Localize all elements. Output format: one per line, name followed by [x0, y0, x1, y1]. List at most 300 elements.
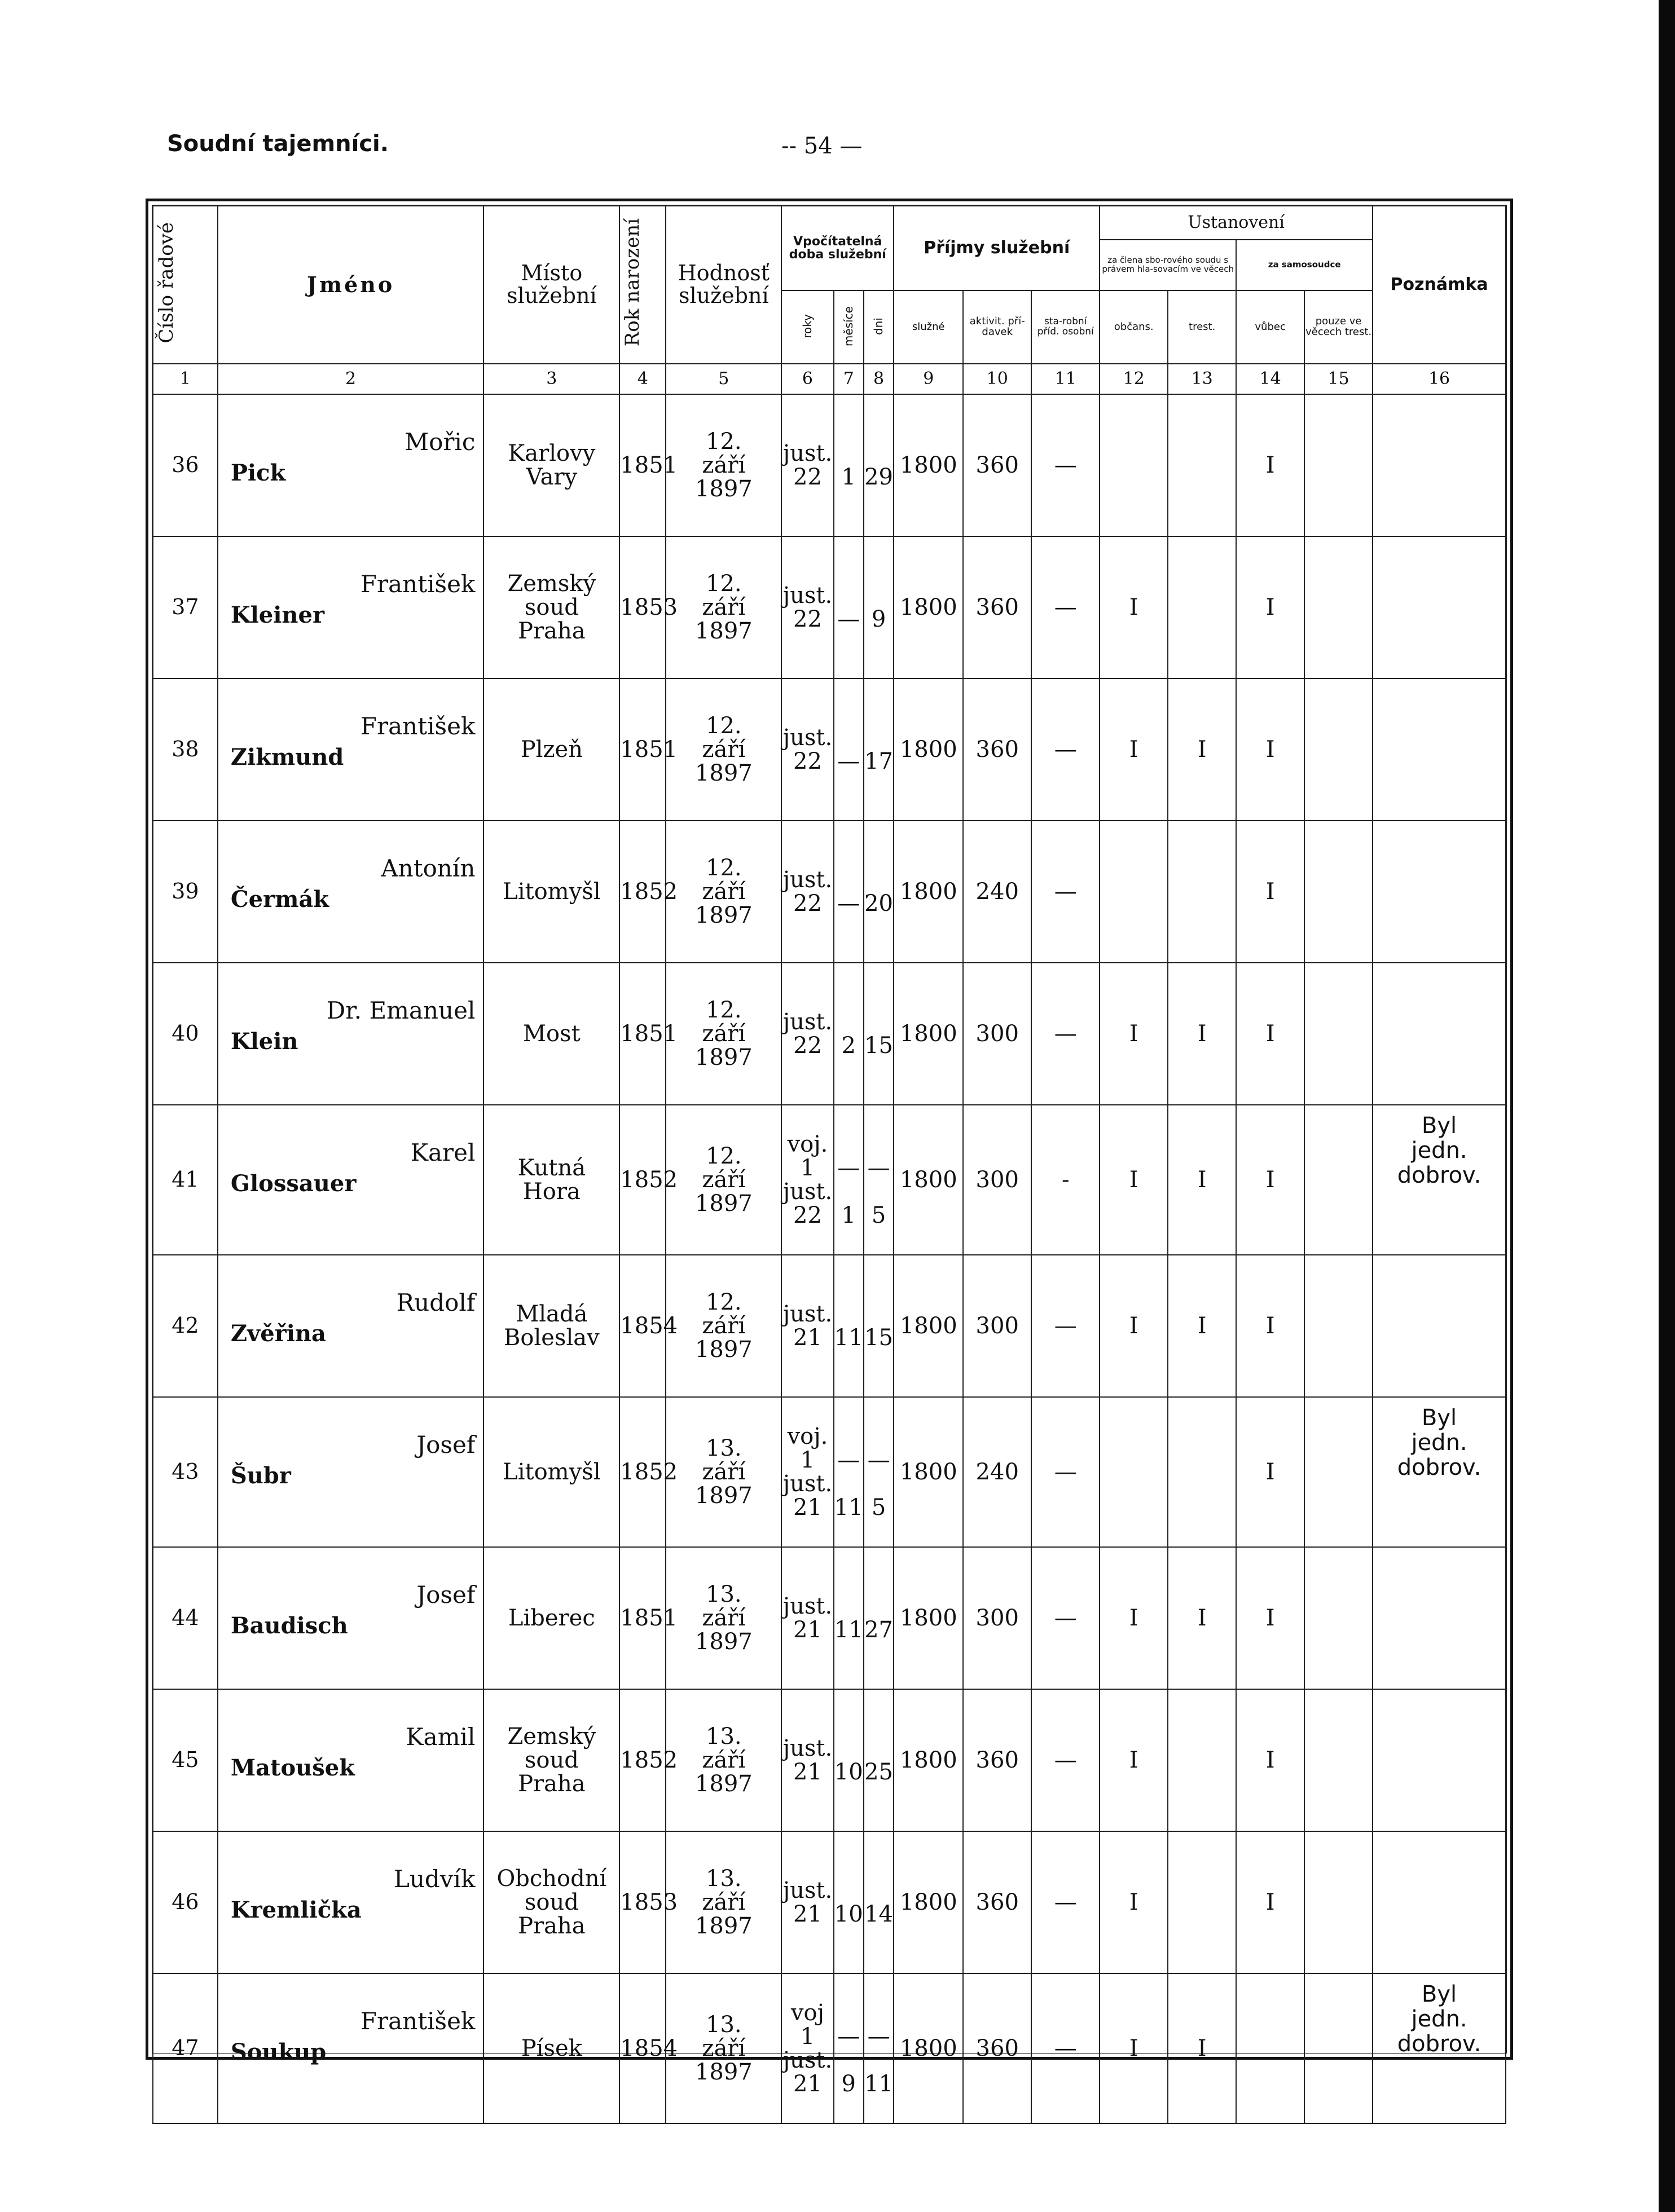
service-years-line: 22 — [793, 891, 822, 916]
row-number: 44 — [153, 1547, 218, 1689]
rank-date-line: 1897 — [694, 1045, 753, 1070]
service-months-line — [834, 1594, 863, 1618]
place-cell — [483, 1547, 619, 1689]
service-days — [864, 1105, 894, 1255]
rank-date — [666, 678, 781, 821]
civil-mark — [1100, 394, 1168, 536]
service-months-line: — — [837, 748, 860, 774]
given-name: Josef — [416, 1581, 476, 1609]
service-months — [834, 1689, 864, 1831]
service-days-line — [864, 1737, 893, 1760]
service-days-line: — — [867, 1447, 890, 1473]
surname: Čermák — [230, 886, 329, 913]
service-years-line: just. — [782, 1179, 833, 1205]
seniority-allowance: — — [1031, 1831, 1100, 1973]
service-months — [834, 536, 864, 678]
row-number: 37 — [153, 536, 218, 678]
service-years-line: 21 — [793, 2071, 822, 2097]
column-number: 10 — [963, 364, 1031, 394]
rank-date-line: 12. — [706, 429, 742, 455]
column-number: 11 — [1031, 364, 1100, 394]
rank-date — [666, 1397, 781, 1547]
service-years — [781, 678, 833, 821]
criminal-only-mark — [1304, 1973, 1373, 2123]
activity-allowance: 360 — [963, 1831, 1031, 1973]
general-mark: I — [1236, 1255, 1304, 1397]
service-months — [834, 1831, 864, 1973]
service-months-line — [834, 584, 863, 607]
rank-date — [666, 1831, 781, 1973]
service-months-line: 1 — [841, 464, 856, 490]
activity-allowance: 300 — [963, 1547, 1031, 1689]
service-days-line — [864, 1425, 893, 1448]
rank-date — [666, 821, 781, 963]
general-mark: I — [1236, 1831, 1304, 1973]
service-days-line — [864, 2001, 893, 2025]
place-cell-line: Kutná — [517, 1155, 586, 1181]
service-days-line: — — [867, 2024, 890, 2050]
row-number: 47 — [153, 1973, 218, 2123]
service-months — [834, 1255, 864, 1397]
rank-date-line: 1897 — [694, 618, 753, 644]
birth-year: 1852 — [619, 1397, 666, 1547]
note-cell — [1373, 1973, 1506, 2123]
note-cell — [1373, 678, 1506, 821]
place-cell-line: Karlovy — [508, 440, 596, 466]
surname: Glossauer — [230, 1170, 357, 1197]
column-number: 12 — [1100, 364, 1168, 394]
ledger-inner-frame — [152, 205, 1507, 2097]
service-days-line: 14 — [864, 1901, 894, 1927]
service-years-line: just. — [782, 725, 833, 751]
place-cell — [483, 1831, 619, 1973]
place-cell — [483, 1105, 619, 1255]
place-cell — [483, 1255, 619, 1397]
place-cell-line: soud — [524, 1889, 579, 1915]
criminal-mark: I — [1168, 963, 1236, 1105]
service-months-line — [834, 868, 863, 892]
criminal-mark — [1168, 821, 1236, 963]
rank-date — [666, 963, 781, 1105]
name-cell — [218, 1973, 484, 2123]
table-row — [153, 1831, 1506, 1973]
column-number: 2 — [218, 364, 484, 394]
general-mark: I — [1236, 536, 1304, 678]
note-cell — [1373, 1397, 1506, 1547]
general-mark: I — [1236, 1105, 1304, 1255]
service-years-line: 21 — [793, 1495, 822, 1521]
service-days-line — [864, 1472, 893, 1496]
name-cell — [218, 1831, 484, 1973]
place-cell — [483, 821, 619, 963]
service-months-line: 9 — [841, 2071, 856, 2097]
place-cell-line: Mladá — [516, 1301, 588, 1327]
salary: 1800 — [894, 1255, 963, 1397]
service-years — [781, 1973, 833, 2123]
service-days — [864, 1831, 894, 1973]
rank-date-line: 12. — [706, 1143, 742, 1169]
civil-mark: I — [1100, 1105, 1168, 1255]
place-cell-line: Litomyšl — [503, 879, 601, 905]
birth-year: 1851 — [619, 678, 666, 821]
criminal-only-mark — [1304, 1547, 1373, 1689]
service-years — [781, 821, 833, 963]
service-months-line: 10 — [834, 1759, 863, 1785]
rank-date — [666, 1547, 781, 1689]
col-group-appointment: Ustanovení — [1100, 206, 1373, 240]
col-header-birth-year: Rok narození — [619, 206, 666, 364]
service-days — [864, 1973, 894, 2123]
rank-date — [666, 1255, 781, 1397]
service-years-line: just. — [782, 1878, 833, 1903]
service-months-line: — — [837, 2024, 860, 2050]
service-years-line: 21 — [793, 1617, 822, 1643]
col-group-service-time: Vpočítatelná doba služební — [781, 206, 894, 290]
seniority-allowance: — — [1031, 1547, 1100, 1689]
name-cell — [218, 1547, 484, 1689]
place-cell-line: soud — [524, 594, 579, 620]
row-number: 43 — [153, 1397, 218, 1547]
seniority-allowance: — — [1031, 963, 1100, 1105]
col-group-income: Příjmy služební — [894, 206, 1100, 290]
col-header-activity-allowance: aktivit. pří-davek — [963, 290, 1031, 364]
rank-date-line: 1897 — [694, 760, 753, 786]
criminal-only-mark — [1304, 1397, 1373, 1547]
rank-date-line: září — [702, 452, 746, 478]
surname: Baudisch — [230, 1612, 348, 1639]
service-years-line: 22 — [793, 464, 822, 490]
salary: 1800 — [894, 1831, 963, 1973]
birth-year: 1852 — [619, 1105, 666, 1255]
table-row — [153, 1547, 1506, 1689]
note-cell — [1373, 1547, 1506, 1689]
surname: Klein — [230, 1028, 298, 1055]
col-header-criminal: trest. — [1168, 290, 1236, 364]
place-cell-line: Plzeň — [520, 737, 583, 763]
service-days-line: 17 — [864, 748, 894, 774]
activity-allowance: 300 — [963, 1105, 1031, 1255]
rank-date-line: září — [702, 737, 746, 763]
service-years-line: 21 — [793, 1759, 822, 1785]
criminal-only-mark — [1304, 1831, 1373, 1973]
surname: Matoušek — [230, 1755, 355, 1781]
service-days-line: 27 — [864, 1617, 894, 1643]
column-number: 6 — [781, 364, 833, 394]
service-months — [834, 678, 864, 821]
col-group-single-judge: za samosoudce — [1236, 240, 1373, 290]
service-days — [864, 1255, 894, 1397]
given-name: František — [360, 570, 476, 598]
service-days-line — [864, 1879, 893, 1902]
service-months — [834, 963, 864, 1105]
service-months — [834, 1973, 864, 2123]
rank-date-line: 13. — [706, 1724, 742, 1750]
service-years-line: just. — [782, 583, 833, 609]
column-number: 9 — [894, 364, 963, 394]
service-years — [781, 1105, 833, 1255]
activity-allowance: 360 — [963, 1973, 1031, 2123]
service-years — [781, 1255, 833, 1397]
rank-date — [666, 394, 781, 536]
place-cell-line: Praha — [518, 618, 586, 644]
surname: Zvěřina — [230, 1320, 326, 1347]
seniority-allowance: — — [1031, 678, 1100, 821]
place-cell-line: Boleslav — [503, 1325, 600, 1351]
name-cell — [218, 1255, 484, 1397]
column-number: 16 — [1373, 364, 1506, 394]
rank-date-line: 1897 — [694, 1483, 753, 1509]
col-group-collegial-judge: za člena sbo-rového soudu s právem hla-sovacím ve věcech — [1100, 240, 1236, 290]
service-years-line: 1 — [800, 1155, 815, 1181]
service-years-line: just. — [782, 440, 833, 466]
place-cell-line: Liberec — [508, 1605, 595, 1631]
column-number: 5 — [666, 364, 781, 394]
criminal-mark: I — [1168, 1973, 1236, 2123]
activity-allowance: 360 — [963, 394, 1031, 536]
rank-date — [666, 1973, 781, 2123]
table-row — [153, 1255, 1506, 1397]
table-row — [153, 1397, 1506, 1547]
name-cell — [218, 536, 484, 678]
column-number: 8 — [864, 364, 894, 394]
criminal-mark: I — [1168, 678, 1236, 821]
general-mark: I — [1236, 1689, 1304, 1831]
rank-date-line: září — [702, 594, 746, 620]
rank-date-line: 1897 — [694, 2059, 753, 2085]
seniority-allowance: - — [1031, 1105, 1100, 1255]
civil-mark: I — [1100, 1547, 1168, 1689]
service-years — [781, 963, 833, 1105]
service-years — [781, 536, 833, 678]
rank-date-line: září — [702, 1167, 746, 1193]
row-number: 38 — [153, 678, 218, 821]
service-years-line: voj. — [787, 1131, 828, 1157]
service-days-line: — — [867, 1155, 890, 1181]
col-header-civil: občans. — [1100, 290, 1168, 364]
activity-allowance: 360 — [963, 1689, 1031, 1831]
criminal-mark: I — [1168, 1105, 1236, 1255]
service-days — [864, 536, 894, 678]
service-months-line: — — [837, 606, 860, 632]
row-number: 41 — [153, 1105, 218, 1255]
general-mark: I — [1236, 394, 1304, 536]
seniority-allowance: — — [1031, 1397, 1100, 1547]
surname: Pick — [230, 460, 286, 486]
rank-date-line: 12. — [706, 855, 742, 881]
place-cell-line: Praha — [518, 1913, 586, 1939]
note-cell — [1373, 1105, 1506, 1255]
criminal-only-mark — [1304, 1255, 1373, 1397]
col-header-rank: Hodnosť služební — [666, 206, 781, 364]
given-name: Karel — [410, 1139, 476, 1166]
service-days — [864, 1397, 894, 1547]
birth-year: 1853 — [619, 536, 666, 678]
activity-allowance: 300 — [963, 963, 1031, 1105]
criminal-only-mark — [1304, 1689, 1373, 1831]
service-months-line: — — [837, 1447, 860, 1473]
service-years — [781, 394, 833, 536]
service-days-line: 5 — [871, 1202, 886, 1228]
salary: 1800 — [894, 536, 963, 678]
rank-date-line: 12. — [706, 997, 742, 1023]
table-row — [153, 1689, 1506, 1831]
seniority-allowance: — — [1031, 821, 1100, 963]
note-cell-line: jedn. dobrov. — [1397, 1138, 1481, 1188]
service-days-line: 9 — [871, 606, 886, 632]
ledger-table-frame — [146, 199, 1513, 2097]
surname: Zikmund — [230, 744, 344, 770]
civil-mark: I — [1100, 536, 1168, 678]
service-years-line: just. — [782, 1735, 833, 1761]
service-months-line: 10 — [834, 1901, 863, 1927]
service-months-line: 11 — [834, 1617, 863, 1643]
service-days-line: 25 — [864, 1759, 894, 1785]
col-header-number: Číslo řadové — [153, 206, 218, 364]
rank-date-line: 13. — [706, 1581, 742, 1607]
note-cell — [1373, 821, 1506, 963]
note-cell — [1373, 1831, 1506, 1973]
criminal-mark — [1168, 1397, 1236, 1547]
rank-date-line: září — [702, 879, 746, 905]
place-cell-line: Most — [523, 1021, 581, 1047]
column-number: 3 — [483, 364, 619, 394]
service-years-line: just. — [782, 2047, 833, 2073]
salary: 1800 — [894, 678, 963, 821]
scan-edge — [1659, 0, 1675, 2212]
criminal-mark — [1168, 1689, 1236, 1831]
surname: Kremlička — [230, 1897, 362, 1923]
col-header-months: měsíce — [834, 290, 864, 364]
given-name: Josef — [416, 1431, 476, 1458]
service-years-line: just. — [782, 1593, 833, 1619]
table-row — [153, 394, 1506, 536]
service-years-line: 22 — [793, 1202, 822, 1228]
service-years-line: 21 — [793, 1325, 822, 1351]
table-row — [153, 536, 1506, 678]
col-header-note: Poznámka — [1373, 206, 1506, 364]
service-years-line: just. — [782, 1009, 833, 1035]
service-months-line — [834, 1737, 863, 1760]
service-days-line — [864, 726, 893, 750]
seniority-allowance: — — [1031, 536, 1100, 678]
service-days-line — [864, 584, 893, 607]
activity-allowance: 300 — [963, 1255, 1031, 1397]
column-number-row — [153, 364, 1506, 394]
rank-date-line: 1897 — [694, 1771, 753, 1797]
criminal-only-mark — [1304, 678, 1373, 821]
civil-mark: I — [1100, 963, 1168, 1105]
service-months — [834, 1397, 864, 1547]
birth-year: 1851 — [619, 394, 666, 536]
service-years — [781, 1547, 833, 1689]
column-number: 4 — [619, 364, 666, 394]
service-months-line: 1 — [841, 1202, 856, 1228]
service-days — [864, 394, 894, 536]
service-days-line: 5 — [871, 1495, 886, 1521]
rank-date-line: 13. — [706, 1435, 742, 1461]
criminal-mark — [1168, 536, 1236, 678]
service-years — [781, 1831, 833, 1973]
note-cell — [1373, 394, 1506, 536]
criminal-only-mark — [1304, 1105, 1373, 1255]
rank-date-line: září — [702, 2035, 746, 2061]
service-days-line — [864, 2048, 893, 2072]
row-number: 39 — [153, 821, 218, 963]
birth-year: 1854 — [619, 1255, 666, 1397]
surname: Šubr — [230, 1462, 291, 1489]
service-days-line: 15 — [864, 1033, 894, 1059]
rank-date — [666, 1689, 781, 1831]
service-days-line: 29 — [864, 464, 894, 490]
table-row — [153, 1105, 1506, 1255]
seniority-allowance: — — [1031, 394, 1100, 536]
place-cell — [483, 1397, 619, 1547]
column-number: 1 — [153, 364, 218, 394]
given-name: Antonín — [381, 854, 476, 882]
service-days-line — [864, 1180, 893, 1204]
salary: 1800 — [894, 1105, 963, 1255]
note-cell — [1373, 1255, 1506, 1397]
service-months-line: — — [837, 891, 860, 916]
service-months — [834, 1105, 864, 1255]
civil-mark — [1100, 1397, 1168, 1547]
name-cell — [218, 963, 484, 1105]
salary: 1800 — [894, 821, 963, 963]
salary: 1800 — [894, 1689, 963, 1831]
criminal-only-mark — [1304, 821, 1373, 963]
service-years-line: 22 — [793, 606, 822, 632]
place-cell-line: Zemský — [507, 1724, 596, 1750]
page-header-title: Soudní tajemníci. — [167, 131, 389, 157]
service-months-line: — — [837, 1155, 860, 1181]
civil-mark — [1100, 821, 1168, 963]
place-cell-line: Zemský — [507, 571, 596, 597]
service-months-line — [834, 1010, 863, 1034]
note-cell — [1373, 963, 1506, 1105]
column-number: 15 — [1304, 364, 1373, 394]
place-cell — [483, 678, 619, 821]
row-number: 36 — [153, 394, 218, 536]
service-years-line: voj — [790, 2000, 825, 2026]
service-months — [834, 394, 864, 536]
seniority-allowance: — — [1031, 1255, 1100, 1397]
service-days — [864, 678, 894, 821]
row-number: 42 — [153, 1255, 218, 1397]
place-cell-line: Vary — [526, 464, 578, 490]
service-months-line: 11 — [834, 1325, 863, 1351]
service-months-line — [834, 1425, 863, 1448]
given-name: Dr. Emanuel — [326, 997, 476, 1024]
rank-date-line: září — [702, 1605, 746, 1631]
service-days — [864, 821, 894, 963]
name-cell — [218, 1689, 484, 1831]
service-months — [834, 1547, 864, 1689]
place-cell — [483, 963, 619, 1105]
given-name: Rudolf — [396, 1289, 476, 1316]
rank-date-line: 1897 — [694, 1337, 753, 1363]
rank-date-line: 1897 — [694, 902, 753, 928]
col-header-seniority-allowance: sta-robní příd. osobní — [1031, 290, 1100, 364]
salary: 1800 — [894, 394, 963, 536]
name-cell — [218, 1397, 484, 1547]
col-header-years: roky — [781, 290, 833, 364]
general-mark: I — [1236, 821, 1304, 963]
criminal-mark — [1168, 1831, 1236, 1973]
col-header-criminal-only: pouze ve věcech trest. — [1304, 290, 1373, 364]
rank-date-line: 1897 — [694, 476, 753, 502]
civil-mark: I — [1100, 1831, 1168, 1973]
place-cell-line: soud — [524, 1747, 579, 1773]
